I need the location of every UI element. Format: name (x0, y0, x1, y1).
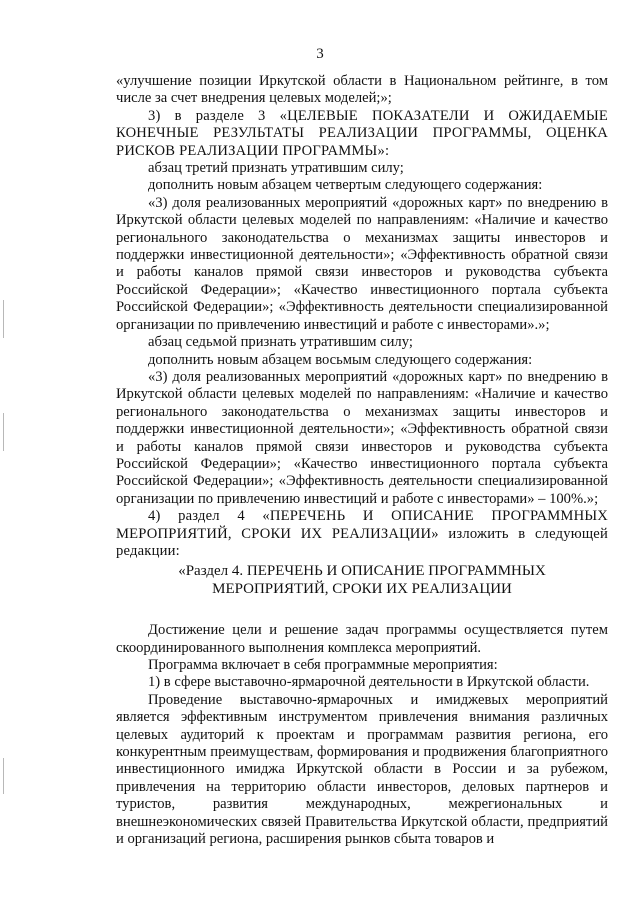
paragraph-goal-achievement: Достижение цели и решение задач программы осуществляется путем скоординированного выполнения комплекса мероприятий. (116, 622, 608, 656)
section-heading-line-1: «Раздел 4. ПЕРЕЧЕНЬ И ОПИСАНИЕ ПРОГРАММНЫХ (178, 563, 546, 580)
section-heading-line-2: МЕРОПРИЯТИЙ, СРОКИ ИХ РЕАЛИЗАЦИИ (212, 580, 512, 597)
paragraph-quote-continuation: «улучшение позиции Иркутской области в Национальном рейтинге, в том числе за счет внедрения целевых моделей;»; (116, 73, 608, 107)
scan-margin-mark (3, 758, 4, 794)
paragraph-add-abzac-4: дополнить новым абзацем четвертым следующего содержания: (148, 177, 543, 194)
paragraph-program-includes: Программа включает в себя программные мероприятия: (148, 657, 498, 673)
paragraph-exhibition-sphere: 1) в сфере выставочно-ярмарочной деятельности в Иркутской области. (148, 674, 590, 691)
spacer (116, 598, 608, 622)
paragraph-new-abzac-4-text: «3) доля реализованных мероприятий «дорожных карт» по внедрению в Иркутской области целевых моделей по направлениям: «Наличие и качество регионального законодательства о механизмах защиты инвесторов и поддержки инвестиционной деятельности»; «Эффективность обратной связи и работы каналов прямой связи инвесторов и руководства субъекта Российской Федерации»; «Качество инвестиционного портала субъекта Российской Федерации»; «Эффективность деятельности специализированной организации по привлечению инвестиций и работе с инвесторами».»; (116, 194, 608, 333)
scan-margin-mark (3, 413, 4, 451)
paragraph-add-abzac-8: дополнить новым абзацем восьмым следующего содержания: (148, 351, 533, 368)
paragraph-new-abzac-8-text: «3) доля реализованных мероприятий «дорожных карт» по внедрению в Иркутской области целевых моделей по направлениям: «Наличие и качество регионального законодательства о механизмах защиты инвесторов и поддержки инвестиционной деятельности»; «Эффективность обратной связи и работы каналов прямой связи инвесторов и руководства субъекта Российской Федерации»; «Качество инвестиционного портала субъекта Российской Федерации»; «Эффективность деятельности специализированной организации по привлечению инвестиций и работе с инвесторами» – 100%.»; (116, 368, 608, 507)
paragraph-exhibition-events: Проведение выставочно-ярмарочных и имиджевых мероприятий является эффективным инструментом привлечения внимания различных целевых аудиторий к проектам и программам развития региона, его конкурентным преимуществам, формирования и продвижения благоприятного инвестиционного имиджа Иркутской области в России и за рубежом, привлечения на территорию области инвесторов, деловых партнеров и туристов, развития международных, межрегиональных и внешнеэкономических связей Правительства Иркутской области, предприятий и организаций региона, расширения рынков сбыта товаров и (116, 691, 608, 848)
paragraph-abzac-7: абзац седьмой признать утратившим силу; (148, 334, 413, 351)
paragraph-item-3: 3) в разделе 3 «ЦЕЛЕВЫЕ ПОКАЗАТЕЛИ И ОЖИДАЕМЫЕ КОНЕЧНЫЕ РЕЗУЛЬТАТЫ РЕАЛИЗАЦИИ ПРОГРАММЫ, ОЦЕНКА РИСКОВ РЕАЛИЗАЦИИ ПРОГРАММЫ»: (116, 107, 608, 159)
scan-margin-mark (3, 300, 4, 338)
paragraph-item-4: 4) раздел 4 «ПЕРЕЧЕНЬ И ОПИСАНИЕ ПРОГРАММНЫХ МЕРОПРИЯТИЙ, СРОКИ ИХ РЕАЛИЗАЦИИ» изложить в следующей редакции: (116, 508, 608, 559)
document-body (116, 73, 608, 848)
page-number: 3 (316, 46, 324, 62)
paragraph-abzac-3: абзац третий признать утратившим силу; (148, 160, 404, 177)
